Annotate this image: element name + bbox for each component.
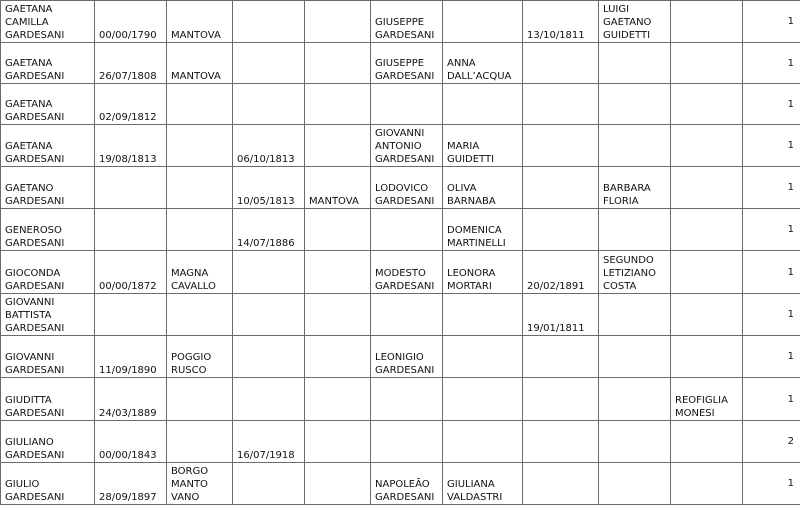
father-cell: LODOVICO GARDESANI (371, 167, 443, 209)
spouse-cell: BARBARA FLORIA (599, 167, 671, 209)
marriage-date-cell (523, 336, 599, 378)
marriage-date-cell (523, 84, 599, 125)
table-row (1, 336, 800, 378)
spouse-cell (599, 209, 671, 251)
table-row (1, 125, 800, 167)
spouse-cell (599, 378, 671, 421)
death-date-cell (233, 84, 305, 125)
death-place-cell (305, 251, 371, 294)
spouse-cell (599, 294, 671, 336)
death-place-cell (305, 378, 371, 421)
death-date-cell (233, 336, 305, 378)
mother-cell: DOMENICA MARTINELLI (443, 209, 523, 251)
death-place-cell: MANTOVA (305, 167, 371, 209)
name-cell: GIUDITTA GARDESANI (1, 378, 95, 421)
marriage-date-cell (523, 43, 599, 84)
marriage-date-cell (523, 463, 599, 505)
table-row (1, 421, 800, 463)
table-row (1, 294, 800, 336)
spouse-cell: LUIGI GAETANO GUIDETTI (599, 1, 671, 43)
birth-place-cell (167, 421, 233, 463)
name-cell: GAETANA GARDESANI (1, 43, 95, 84)
table-row (1, 209, 800, 251)
count-cell: 1 (743, 378, 800, 421)
father-cell (371, 294, 443, 336)
marriage-date-cell: 20/02/1891 (523, 251, 599, 294)
father-cell: MODESTO GARDESANI (371, 251, 443, 294)
spouse-cell: SEGUNDO LETIZIANO COSTA (599, 251, 671, 294)
death-date-cell (233, 378, 305, 421)
birth-date-cell: 19/08/1813 (95, 125, 167, 167)
count-cell: 1 (743, 1, 800, 43)
table-row (1, 251, 800, 294)
father-cell: LEONIGIO GARDESANI (371, 336, 443, 378)
count-cell: 1 (743, 209, 800, 251)
birth-place-cell: POGGIO RUSCO (167, 336, 233, 378)
birth-date-cell: 00/00/1843 (95, 421, 167, 463)
name-cell: GAETANA GARDESANI (1, 84, 95, 125)
birth-date-cell (95, 209, 167, 251)
other-cell (671, 251, 743, 294)
mother-cell: OLIVA BARNABA (443, 167, 523, 209)
death-place-cell (305, 294, 371, 336)
death-date-cell: 14/07/1886 (233, 209, 305, 251)
marriage-date-cell (523, 421, 599, 463)
spouse-cell (599, 125, 671, 167)
spouse-cell (599, 43, 671, 84)
death-place-cell (305, 43, 371, 84)
death-place-cell (305, 125, 371, 167)
father-cell: GIUSEPPE GARDESANI (371, 1, 443, 43)
birth-date-cell: 24/03/1889 (95, 378, 167, 421)
count-cell: 1 (743, 336, 800, 378)
table-row (1, 43, 800, 84)
other-cell (671, 1, 743, 43)
mother-cell (443, 336, 523, 378)
spouse-cell (599, 463, 671, 505)
birth-place-cell (167, 209, 233, 251)
mother-cell: ANNA DALL’ACQUA (443, 43, 523, 84)
name-cell: GIULIO GARDESANI (1, 463, 95, 505)
count-cell: 1 (743, 43, 800, 84)
death-date-cell (233, 463, 305, 505)
table-body (1, 1, 800, 505)
death-date-cell (233, 294, 305, 336)
mother-cell (443, 421, 523, 463)
marriage-date-cell (523, 209, 599, 251)
other-cell (671, 421, 743, 463)
death-date-cell: 16/07/1918 (233, 421, 305, 463)
birth-place-cell: MANTOVA (167, 1, 233, 43)
spouse-cell (599, 336, 671, 378)
death-date-cell (233, 251, 305, 294)
birth-date-cell (95, 167, 167, 209)
birth-date-cell: 02/09/1812 (95, 84, 167, 125)
birth-place-cell (167, 84, 233, 125)
birth-place-cell (167, 167, 233, 209)
mother-cell: MARIA GUIDETTI (443, 125, 523, 167)
death-date-cell: 10/05/1813 (233, 167, 305, 209)
table-row (1, 463, 800, 505)
father-cell: GIOVANNI ANTONIO GARDESANI (371, 125, 443, 167)
other-cell (671, 209, 743, 251)
mother-cell (443, 378, 523, 421)
count-cell: 2 (743, 421, 800, 463)
mother-cell (443, 294, 523, 336)
birth-date-cell: 00/00/1790 (95, 1, 167, 43)
mother-cell: GIULIANA VALDASTRI (443, 463, 523, 505)
birth-place-cell: MAGNA CAVALLO (167, 251, 233, 294)
other-cell (671, 294, 743, 336)
father-cell: GIUSEPPE GARDESANI (371, 43, 443, 84)
count-cell: 1 (743, 463, 800, 505)
birth-place-cell (167, 125, 233, 167)
count-cell: 1 (743, 167, 800, 209)
marriage-date-cell: 19/01/1811 (523, 294, 599, 336)
birth-place-cell: MANTOVA (167, 43, 233, 84)
death-place-cell (305, 84, 371, 125)
other-cell (671, 167, 743, 209)
marriage-date-cell (523, 167, 599, 209)
other-cell (671, 125, 743, 167)
father-cell (371, 421, 443, 463)
birth-place-cell (167, 378, 233, 421)
spouse-cell (599, 421, 671, 463)
name-cell: GIULIANO GARDESANI (1, 421, 95, 463)
death-place-cell (305, 421, 371, 463)
other-cell (671, 336, 743, 378)
father-cell (371, 378, 443, 421)
mother-cell: LEONORA MORTARI (443, 251, 523, 294)
name-cell: GAETANO GARDESANI (1, 167, 95, 209)
death-place-cell (305, 463, 371, 505)
other-cell: REOFIGLIA MONESI (671, 378, 743, 421)
other-cell (671, 43, 743, 84)
name-cell: GIOVANNI GARDESANI (1, 336, 95, 378)
marriage-date-cell (523, 125, 599, 167)
father-cell: NAPOLEÃO GARDESANI (371, 463, 443, 505)
table-row (1, 378, 800, 421)
death-date-cell (233, 43, 305, 84)
death-place-cell (305, 1, 371, 43)
death-place-cell (305, 209, 371, 251)
birth-place-cell: BORGO MANTO VANO (167, 463, 233, 505)
death-date-cell (233, 1, 305, 43)
birth-place-cell (167, 294, 233, 336)
birth-date-cell: 26/07/1808 (95, 43, 167, 84)
name-cell: GAETANA CAMILLA GARDESANI (1, 1, 95, 43)
table-row (1, 84, 800, 125)
table-row (1, 167, 800, 209)
count-cell: 1 (743, 251, 800, 294)
count-cell: 1 (743, 294, 800, 336)
birth-date-cell (95, 294, 167, 336)
name-cell: GAETANA GARDESANI (1, 125, 95, 167)
other-cell (671, 463, 743, 505)
father-cell (371, 209, 443, 251)
mother-cell (443, 1, 523, 43)
father-cell (371, 84, 443, 125)
other-cell (671, 84, 743, 125)
count-cell: 1 (743, 125, 800, 167)
mother-cell (443, 84, 523, 125)
birth-date-cell: 11/09/1890 (95, 336, 167, 378)
marriage-date-cell (523, 378, 599, 421)
birth-date-cell: 28/09/1897 (95, 463, 167, 505)
birth-date-cell: 00/00/1872 (95, 251, 167, 294)
spouse-cell (599, 84, 671, 125)
count-cell: 1 (743, 84, 800, 125)
death-place-cell (305, 336, 371, 378)
marriage-date-cell: 13/10/1811 (523, 1, 599, 43)
name-cell: GENEROSO GARDESANI (1, 209, 95, 251)
name-cell: GIOCONDA GARDESANI (1, 251, 95, 294)
name-cell: GIOVANNI BATTISTA GARDESANI (1, 294, 95, 336)
death-date-cell: 06/10/1813 (233, 125, 305, 167)
table-row (1, 1, 800, 43)
